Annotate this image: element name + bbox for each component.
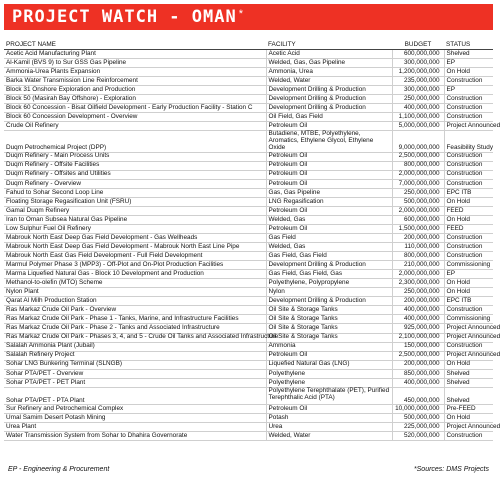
project-name-cell: Nylon Plant xyxy=(4,288,266,297)
project-name-cell: Umal Samim Desert Potash Mining xyxy=(4,414,266,423)
status-cell: Project Announced xyxy=(444,122,493,131)
facility-cell: Development Drilling & Production xyxy=(266,95,392,104)
facility-cell: Butadiene, MTBE, Polyethylene, Aromatics, Ethylene Glycol, Ethylene Oxide xyxy=(266,131,392,152)
budget-cell: 500,000,000 xyxy=(392,197,444,206)
facility-cell: Welded, Gas xyxy=(266,243,392,252)
status-cell: Construction xyxy=(444,252,493,261)
budget-cell: 1,500,000,000 xyxy=(392,224,444,233)
facility-cell: Petroleum Oil xyxy=(266,179,392,188)
project-name-cell: Salalah Ammonia Plant (Jubail) xyxy=(4,342,266,351)
table-row xyxy=(4,387,493,405)
status-cell: Feasibility Study xyxy=(444,131,493,152)
budget-cell: 7,000,000,000 xyxy=(392,179,444,188)
facility-cell: Liquefied Natural Gas (LNG) xyxy=(266,360,392,369)
budget-cell: 200,000,000 xyxy=(392,297,444,306)
column-header-facility: FACILITY xyxy=(266,41,392,50)
facility-cell: Welded, Water xyxy=(266,77,392,86)
table-row xyxy=(4,288,493,297)
facility-cell: Oil Field, Gas Field xyxy=(266,113,392,122)
budget-cell: 400,000,000 xyxy=(392,104,444,113)
project-name-cell: Acetic Acid Manufacturing Plant xyxy=(4,50,266,59)
budget-cell: 400,000,000 xyxy=(392,306,444,315)
project-name-cell: Ras Markaz Crude Oil Park - Phases 3, 4, and 5 - Crude Oil Tanks and Associated Infrastructure xyxy=(6,333,279,341)
table-row xyxy=(4,306,493,315)
budget-cell: 250,000,000 xyxy=(392,95,444,104)
budget-cell: 2,000,000,000 xyxy=(392,270,444,279)
table-row xyxy=(4,270,493,279)
table-row xyxy=(4,261,493,270)
project-name-cell: Duqm Refinery - Offsite Facilities xyxy=(4,161,266,170)
project-name-cell: Marma Liquefied Natural Gas - Block 10 Development and Production xyxy=(4,270,266,279)
table-row xyxy=(4,351,493,360)
facility-cell: Oil Site & Storage Tanks xyxy=(266,306,392,315)
table-row xyxy=(4,104,493,113)
facility-cell: LNG Regasification xyxy=(266,197,392,206)
table-row xyxy=(4,324,493,333)
table-row xyxy=(4,152,493,161)
project-name-cell: Block 50 (Masirah Bay Offshore) - Exploration xyxy=(4,95,266,104)
budget-cell: 400,000,000 xyxy=(392,315,444,324)
table-row xyxy=(4,206,493,215)
table-row xyxy=(4,279,493,288)
facility-cell: Nylon xyxy=(266,288,392,297)
status-cell: Construction xyxy=(444,342,493,351)
table-row xyxy=(4,243,493,252)
project-name-cell: Ras Markaz Crude Oil Park - Phase 2 - Tanks and Associated Infrastructure xyxy=(4,324,266,333)
status-cell: Project Announced xyxy=(444,423,493,432)
table-row xyxy=(4,131,493,152)
status-cell: FEED xyxy=(444,224,493,233)
project-name-cell: Sur Refinery and Petrochemical Complex xyxy=(4,405,266,414)
budget-cell: 1,100,000,000 xyxy=(392,113,444,122)
budget-cell: 925,000,000 xyxy=(392,324,444,333)
facility-cell: Petroleum Oil xyxy=(266,224,392,233)
facility-cell: Welded, Water xyxy=(266,432,392,441)
project-name-cell: Block 60 Concession Development - Overview xyxy=(4,113,266,122)
status-cell: EP xyxy=(444,59,493,68)
status-cell: Commissioning xyxy=(444,261,493,270)
facility-cell: Acetic Acid xyxy=(266,50,392,59)
table-row xyxy=(4,342,493,351)
facility-cell: Polyethylene Terephthalate (PET), Purified Terephthalic Acid (PTA) xyxy=(266,387,392,405)
status-cell: Commissioning xyxy=(444,315,493,324)
project-name-cell: Duqm Refinery - Overview xyxy=(4,179,266,188)
status-cell: Shelved xyxy=(444,50,493,59)
status-cell: On Hold xyxy=(444,414,493,423)
project-name-cell: Ras Markaz Crude Oil Park - Overview xyxy=(4,306,266,315)
status-cell: On Hold xyxy=(444,288,493,297)
budget-cell: 9,000,000,000 xyxy=(392,131,444,152)
project-name-cell: Methanol-to-olefin (MTO) Scheme xyxy=(4,279,266,288)
facility-cell: Gas, Gas Pipeline xyxy=(266,188,392,197)
status-cell: Construction xyxy=(444,113,493,122)
source-marker: * xyxy=(238,8,243,20)
facility-cell: Development Drilling & Production xyxy=(266,104,392,113)
table-row xyxy=(4,252,493,261)
project-name-cell: Duqm Refinery - Main Process Units xyxy=(4,152,266,161)
facility-cell: Development Drilling & Production xyxy=(266,261,392,270)
table-row xyxy=(4,50,493,59)
budget-cell: 300,000,000 xyxy=(392,59,444,68)
project-name-cell: Urea Plant xyxy=(4,423,266,432)
table-row xyxy=(4,161,493,170)
budget-cell: 800,000,000 xyxy=(392,161,444,170)
table-row xyxy=(4,215,493,224)
project-name-cell: Low Sulphur Fuel Oil Refinery xyxy=(4,224,266,233)
budget-cell: 250,000,000 xyxy=(392,288,444,297)
budget-cell: 850,000,000 xyxy=(392,369,444,378)
project-name-cell: Crude Oil Refinery xyxy=(4,122,266,131)
budget-cell: 2,500,000,000 xyxy=(392,351,444,360)
table-row xyxy=(4,179,493,188)
status-cell: Shelved xyxy=(444,378,493,387)
project-name-cell: Salalah Refinery Project xyxy=(4,351,266,360)
table-row xyxy=(4,188,493,197)
budget-cell: 600,000,000 xyxy=(392,215,444,224)
budget-cell: 2,100,000,000 xyxy=(392,333,444,342)
column-header-status: STATUS xyxy=(444,41,493,50)
table-row xyxy=(4,197,493,206)
table-row xyxy=(4,234,493,243)
facility-cell: Development Drilling & Production xyxy=(266,86,392,95)
facility-cell: Ammonia xyxy=(266,342,392,351)
status-cell: On Hold xyxy=(444,360,493,369)
facility-cell: Gas Field xyxy=(266,234,392,243)
column-header-project: PROJECT NAME xyxy=(4,41,266,50)
facility-cell: Polyethylene xyxy=(266,369,392,378)
table-row xyxy=(4,122,493,131)
status-cell: Construction xyxy=(444,234,493,243)
facility-cell: Welded, Gas xyxy=(266,215,392,224)
facility-cell: Gas Field, Gas Field, Gas xyxy=(266,270,392,279)
facility-cell: Oil Site & Storage Tanks xyxy=(266,324,392,333)
table-row xyxy=(4,405,493,414)
status-cell: Construction xyxy=(444,243,493,252)
status-cell: Construction xyxy=(444,152,493,161)
table-row xyxy=(4,369,493,378)
project-name-cell: Fahud to Sohar Second Loop Line xyxy=(4,188,266,197)
project-name-cell: Iran to Oman Subsea Natural Gas Pipeline xyxy=(4,215,266,224)
facility-cell: Petroleum Oil xyxy=(266,122,392,131)
status-cell: Project Announced xyxy=(444,351,493,360)
facility-cell: Urea xyxy=(266,423,392,432)
footnote-sources: *Sources: DMS Projects xyxy=(413,466,489,473)
project-name-cell: Sohar LNG Bunkering Terminal (SLNGB) xyxy=(4,360,266,369)
project-name-cell: Qarat Al Milh Production Station xyxy=(4,297,266,306)
status-cell: EPC ITB xyxy=(444,297,493,306)
column-header-budget: BUDGET xyxy=(392,41,444,50)
facility-cell: Petroleum Oil xyxy=(266,405,392,414)
status-cell: Construction xyxy=(444,104,493,113)
budget-cell: 2,000,000,000 xyxy=(392,170,444,179)
budget-cell: 5,000,000,000 xyxy=(392,122,444,131)
project-name-cell: Al-Kamil (BVS 9) to Sur GSS Gas Pipeline xyxy=(4,59,266,68)
project-name-cell: Barka Water Transmission Line Reinforcement xyxy=(4,77,266,86)
facility-cell: Polyethylene, Polypropylene xyxy=(266,279,392,288)
footnote-ep: EP - Engineering & Procurement xyxy=(8,466,110,473)
table-row xyxy=(4,378,493,387)
facility-cell: Ammonia, Urea xyxy=(266,68,392,77)
facility-cell: Oil Site & Storage Tanks xyxy=(266,333,392,342)
status-cell: Project Announced xyxy=(444,333,493,342)
budget-cell: 600,000,000 xyxy=(392,50,444,59)
project-name-cell: Gamal Duqm Refinery xyxy=(4,206,266,215)
table-row xyxy=(4,423,493,432)
budget-cell: 520,000,000 xyxy=(392,432,444,441)
budget-cell: 150,000,000 xyxy=(392,342,444,351)
budget-cell: 200,000,000 xyxy=(392,360,444,369)
status-cell: EP xyxy=(444,270,493,279)
facility-cell: Welded, Gas, Gas Pipeline xyxy=(266,59,392,68)
status-cell: On Hold xyxy=(444,215,493,224)
status-cell: Pre-FEED xyxy=(444,405,493,414)
table-row xyxy=(4,432,493,441)
status-cell: Construction xyxy=(444,77,493,86)
project-name-cell: Marmul Polymer Phase 3 (MPP3) - Off-Plot and On-Plot Production Facilities xyxy=(4,261,266,270)
facility-cell: Polyethylene xyxy=(266,378,392,387)
table-row xyxy=(4,414,493,423)
facility-cell: Gas Field, Gas Field xyxy=(266,252,392,261)
table-header xyxy=(4,41,493,50)
table-row xyxy=(4,95,493,104)
project-name-cell: Floating Storage Regasification Unit (FSRU) xyxy=(4,197,266,206)
project-name-cell: Mabrouk North East Deep Gas Field Development - Gas Wellheads xyxy=(4,234,266,243)
project-name-cell: Sohar PTA/PET - PET Plant xyxy=(4,378,266,387)
budget-cell: 250,000,000 xyxy=(392,188,444,197)
table-body xyxy=(4,49,500,441)
table-row xyxy=(4,297,493,306)
status-cell: Construction xyxy=(444,170,493,179)
project-name-cell: Sohar PTA/PET - Overview xyxy=(4,369,266,378)
budget-cell: 2,000,000,000 xyxy=(392,206,444,215)
project-name-cell: Duqm Refinery - Offsites and Utilities xyxy=(4,170,266,179)
projects-table xyxy=(4,40,500,441)
facility-cell: Development Drilling & Production xyxy=(266,297,392,306)
budget-cell: 2,500,000,000 xyxy=(392,152,444,161)
facility-cell: Petroleum Oil xyxy=(266,206,392,215)
table-row xyxy=(4,59,493,68)
table-row xyxy=(4,224,493,233)
status-cell: Project Announced xyxy=(444,324,493,333)
project-name-cell: Block 31 Onshore Exploration and Production xyxy=(4,86,266,95)
budget-cell: 110,000,000 xyxy=(392,243,444,252)
table-row xyxy=(4,170,493,179)
status-cell: EPC ITB xyxy=(444,188,493,197)
page-title: PROJECT WATCH - OMAN xyxy=(12,7,237,27)
status-cell: On Hold xyxy=(444,68,493,77)
facility-cell: Oil Site & Storage Tanks xyxy=(266,315,392,324)
budget-cell: 200,000,000 xyxy=(392,234,444,243)
budget-cell: 2,300,000,000 xyxy=(392,279,444,288)
table-row xyxy=(4,113,493,122)
facility-cell: Petroleum Oil xyxy=(266,351,392,360)
budget-cell: 400,000,000 xyxy=(392,378,444,387)
table-row xyxy=(4,315,493,324)
status-cell: Shelved xyxy=(444,387,493,405)
project-name-cell: Water Transmission System from Sohar to Dhahira Governorate xyxy=(4,432,266,441)
table-row xyxy=(4,68,493,77)
table-row xyxy=(4,77,493,86)
status-cell: Shelved xyxy=(444,369,493,378)
facility-cell: Petroleum Oil xyxy=(266,161,392,170)
table-row xyxy=(4,86,493,95)
project-name-cell: Mabrouk North East Gas Field Development - Full Field Development xyxy=(4,252,266,261)
budget-cell: 225,000,000 xyxy=(392,423,444,432)
status-cell: Construction xyxy=(444,179,493,188)
status-cell: Construction xyxy=(444,161,493,170)
budget-cell: 500,000,000 xyxy=(392,414,444,423)
page-banner xyxy=(4,4,493,30)
table-row xyxy=(4,333,493,342)
table-row xyxy=(4,360,493,369)
facility-cell: Potash xyxy=(266,414,392,423)
status-cell: On Hold xyxy=(444,197,493,206)
project-name-cell: Ammonia-Urea Plants Expansion xyxy=(4,68,266,77)
budget-cell: 800,000,000 xyxy=(392,252,444,261)
budget-cell: 1,200,000,000 xyxy=(392,68,444,77)
status-cell: FEED xyxy=(444,206,493,215)
budget-cell: 210,000,000 xyxy=(392,261,444,270)
budget-cell: 10,000,000,000 xyxy=(392,405,444,414)
project-name-cell: Sohar PTA/PET - PTA Plant xyxy=(4,387,266,405)
project-name-cell: Mabrouk North East Deep Gas Field Development - Mabrouk North East Line Pipe xyxy=(4,243,266,252)
project-name-cell: Ras Markaz Crude Oil Park - Phase 1 - Tanks, Marine, and Infrastructure Facilities xyxy=(4,315,266,324)
status-cell: EP xyxy=(444,86,493,95)
status-cell: On Hold xyxy=(444,279,493,288)
status-cell: Construction xyxy=(444,95,493,104)
budget-cell: 235,000,000 xyxy=(392,77,444,86)
facility-cell: Petroleum Oil xyxy=(266,152,392,161)
budget-cell: 300,000,000 xyxy=(392,86,444,95)
facility-cell: Petroleum Oil xyxy=(266,170,392,179)
status-cell: Construction xyxy=(444,306,493,315)
budget-cell: 450,000,000 xyxy=(392,387,444,405)
project-name-cell: Block 60 Concession - Bisat Oilfield Development - Early Production Facility - Station C xyxy=(4,104,266,113)
status-cell: Construction xyxy=(444,432,493,441)
project-name-cell: Duqm Petrochemical Project (DPP) xyxy=(4,131,266,152)
